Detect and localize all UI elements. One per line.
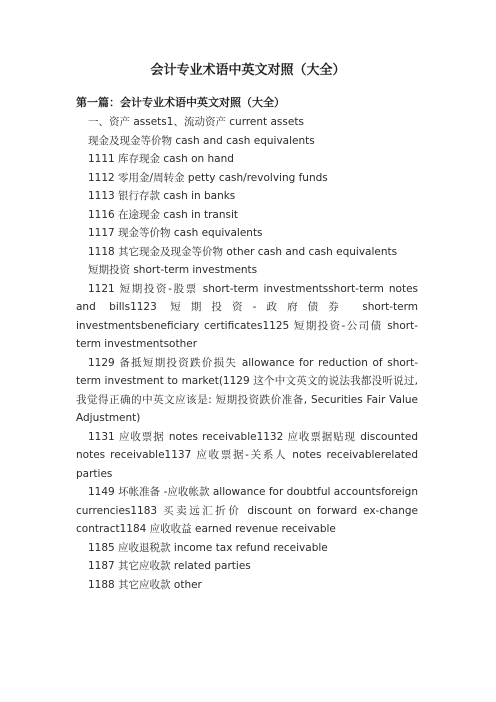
document-body	[76, 113, 418, 594]
text-line: 一、资产 assets1、流动资产 current assets	[88, 116, 304, 128]
text-line: 1185 应收退税款 income tax refund receivable	[88, 541, 328, 554]
text-line: 1117 现金等价物 cash equivalents	[88, 227, 263, 239]
text-line: 1118 其它现金及现金等价物 other cash and cash equivalents	[88, 245, 398, 258]
text-line: 现金及现金等价物 cash and cash equivalents	[88, 134, 315, 147]
text-line: 1112 零用金/周转金 petty cash/revolving funds	[88, 171, 328, 184]
text-line: 短期投资 short-term investments	[88, 264, 258, 276]
text-paragraph: 1131 应收票据 notes receivable1132 应收票据贴现 discounted notes receivable1137 应收票据-关系人 notes receivablerelated parties	[76, 430, 418, 480]
text-line: 1187 其它应收款 related parties	[88, 560, 251, 572]
text-paragraph: 1149 坏帐准备 -应收帐款 allowance for doubtful accountsforeign currencies1183 买卖远汇折价 discount on forward ex-change contract1184 应收收益 earned revenue receivable	[76, 486, 418, 535]
text-line: 1111 库存现金 cash on hand	[88, 153, 234, 165]
text-paragraph: 1129 备抵短期投资跌价损失 allowance for reduction of short-term investment to market(1129 这个中文英文的说法我都没听说过, 我觉得正确的中英文应该是: 短期投资跌价准备, Securities Fair Value Adjustment)	[76, 356, 418, 424]
text-paragraph: 1121 短期投资-股票 short-term investmentsshort-term notes and bills1123 短期投资-政府债券 short-term investmentsbeneficiary certificates1125 短期投资-公司债 short-term investmentsother	[76, 282, 418, 350]
text-line: 1188 其它应收款 other	[88, 578, 202, 591]
document-title: 会计专业术语中英文对照（大全）	[150, 63, 346, 78]
text-line: 1113 银行存款 cash in banks	[88, 190, 236, 202]
text-line: 1116 在途现金 cash in transit	[88, 208, 239, 221]
section-heading: 第一篇：会计专业术语中英文对照（大全）	[76, 96, 285, 109]
